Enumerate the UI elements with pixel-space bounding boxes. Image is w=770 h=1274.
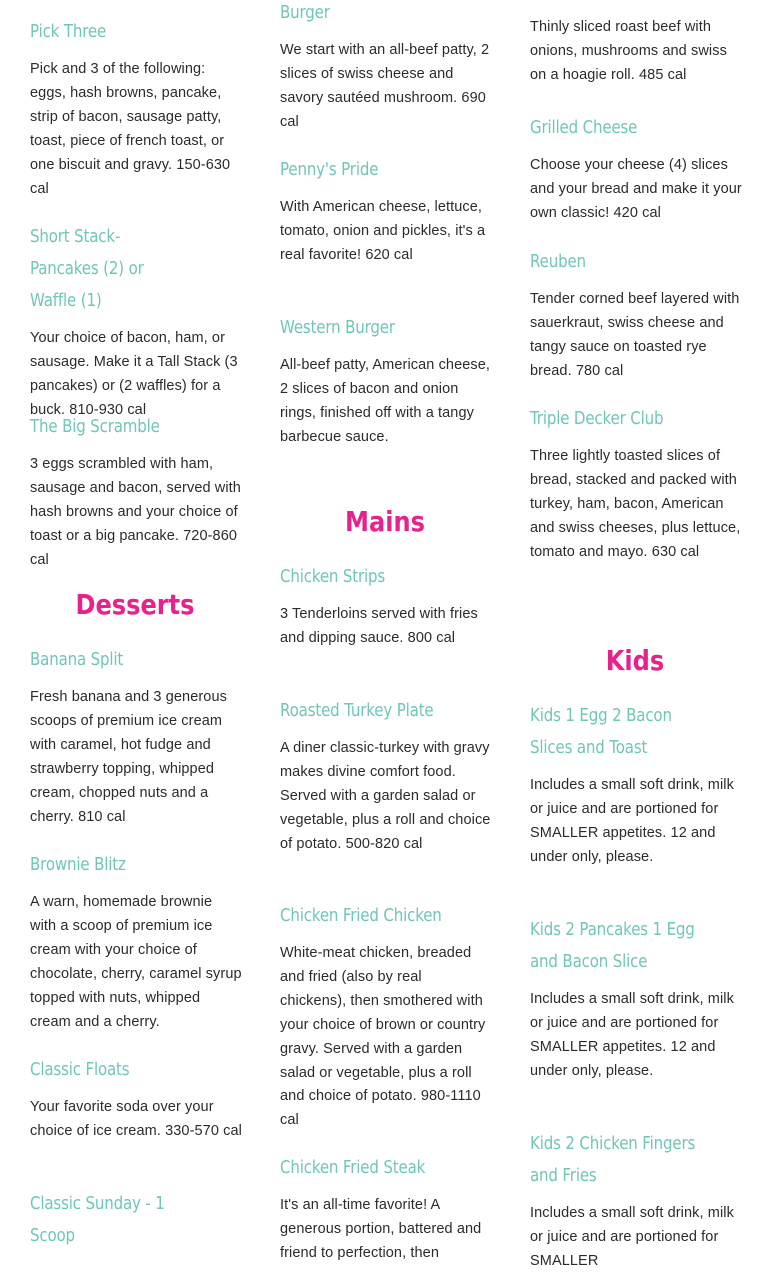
item-name: Reuben [530,252,586,272]
item-name: Roasted Turkey Plate [280,701,434,721]
item-description: Thinly sliced roast beef with onions, mushrooms and swiss on a hoagie roll. 485 cal [530,19,727,83]
item-description: White-meat chicken, breaded and fried (also by real chickens), then smothered with your choice of brown or country gravy. Served with a garden salad or vegetable, plus a roll and choice of potato. 980-1110 cal [280,945,486,1129]
item-description: 3 eggs scrambled with ham, sausage and bacon, served with hash browns and your choice of toast or a big pancake. 720-860 cal [30,456,241,568]
menu-item [280,154,492,268]
menu-item [530,112,742,226]
item-name: Penny's Pride [280,160,379,180]
item-name: Banana Split [30,650,124,670]
menu-item [30,644,242,829]
item-description: Pick and 3 of the following: eggs, hash browns, pancake, strip of bacon, sausage patty, toast, piece of french toast, or one biscuit and gravy. 150-630 cal [30,61,231,197]
item-name: Kids 1 Egg 2 Bacon Slices and Toast [530,706,672,758]
item-description: Three lightly toasted slices of bread, stacked and packed with turkey, ham, bacon, American and swiss cheeses, plus lettuce, tomato and mayo. 630 cal [530,448,741,560]
section-heading-desserts: Desserts [75,588,195,621]
item-name: Kids 2 Pancakes 1 Egg and Bacon Slice [530,920,695,972]
menu-item [530,1128,742,1274]
item-description: Includes a small soft drink, milk or juice and are portioned for SMALLER [530,1205,734,1269]
menu-item [30,221,242,423]
item-name: Pick Three [30,22,107,42]
item-name: Kids 2 Chicken Fingers and Fries [530,1134,696,1186]
item-description: Tender corned beef layered with sauerkraut, swiss cheese and tangy sauce on toasted rye bread. 780 cal [530,291,740,379]
item-name: Triple Decker Club [530,409,664,429]
item-description: A warn, homemade brownie with a scoop of premium ice cream with your choice of chocolate, cherry, caramel syrup topped with nuts, whipped cream and a cherry. [30,894,242,1030]
menu-item [30,16,242,201]
menu-item [280,1152,492,1266]
menu-item [530,403,742,565]
item-description: It's an all-time favorite! A generous portion, battered and friend to perfection, then [280,1197,482,1261]
item-description: Your choice of bacon, ham, or sausage. Make it a Tall Stack (3 pancakes) or (2 waffles) for a buck. 810-930 cal [30,330,238,418]
item-name: Chicken Strips [280,567,386,587]
item-name: Classic Floats [30,1060,130,1080]
menu-item [280,312,492,450]
menu-item [530,700,742,870]
section-heading-kids: Kids [605,644,665,677]
item-description: With American cheese, lettuce, tomato, onion and pickles, it's a real favorite! 620 cal [280,199,486,263]
item-name: Chicken Fried Steak [280,1158,426,1178]
item-description: Includes a small soft drink, milk or juice and are portioned for SMALLER appetites. 12 and under only, please. [530,991,734,1079]
item-name [530,0,736,6]
item-description: A diner classic-turkey with gravy makes divine comfort food. Served with a garden salad or vegetable, plus a roll and choice of potato. 500-820 cal [280,740,491,852]
item-description: Your favorite soda over your choice of ice cream. 330-570 cal [30,1099,242,1139]
section-heading-mains: Mains [345,505,425,538]
menu-item [530,0,742,88]
menu-item [30,411,242,573]
item-description: Fresh banana and 3 generous scoops of premium ice cream with caramel, hot fudge and strawberry topping, whipped cream, chopped nuts and a cherry. 810 cal [30,689,227,825]
menu-item [280,695,492,857]
item-name: Burger [280,3,330,23]
item-description: We start with an all-beef patty, 2 slices of swiss cheese and savory sautéed mushroom. 690 cal [280,42,490,130]
menu-item [280,561,492,651]
item-name: Western Burger [280,318,395,338]
item-name: Short Stack-Pancakes (2) or Waffle (1) [30,227,144,311]
menu-item [530,914,742,1084]
item-description: Includes a small soft drink, milk or juice and are portioned for SMALLER appetites. 12 and under only, please. [530,777,734,865]
menu-item [30,1054,242,1144]
menu-item [280,900,492,1133]
menu-item [530,246,742,384]
menu-item [280,0,492,135]
item-description: 3 Tenderloins served with fries and dipping sauce. 800 cal [280,606,478,646]
item-description: All-beef patty, American cheese, 2 slices of bacon and onion rings, finished off with a tangy barbecue sauce. [280,357,491,445]
item-name: Brownie Blitz [30,855,126,875]
menu-item [30,849,242,1034]
item-name: Grilled Cheese [530,118,638,138]
item-name: Chicken Fried Chicken [280,906,442,926]
menu-item [30,1188,242,1252]
item-name: The Big Scramble [30,417,160,437]
item-description: Choose your cheese (4) slices and your bread and make it your own classic! 420 cal [530,157,742,221]
item-name: Classic Sunday - 1 Scoop [30,1194,165,1246]
